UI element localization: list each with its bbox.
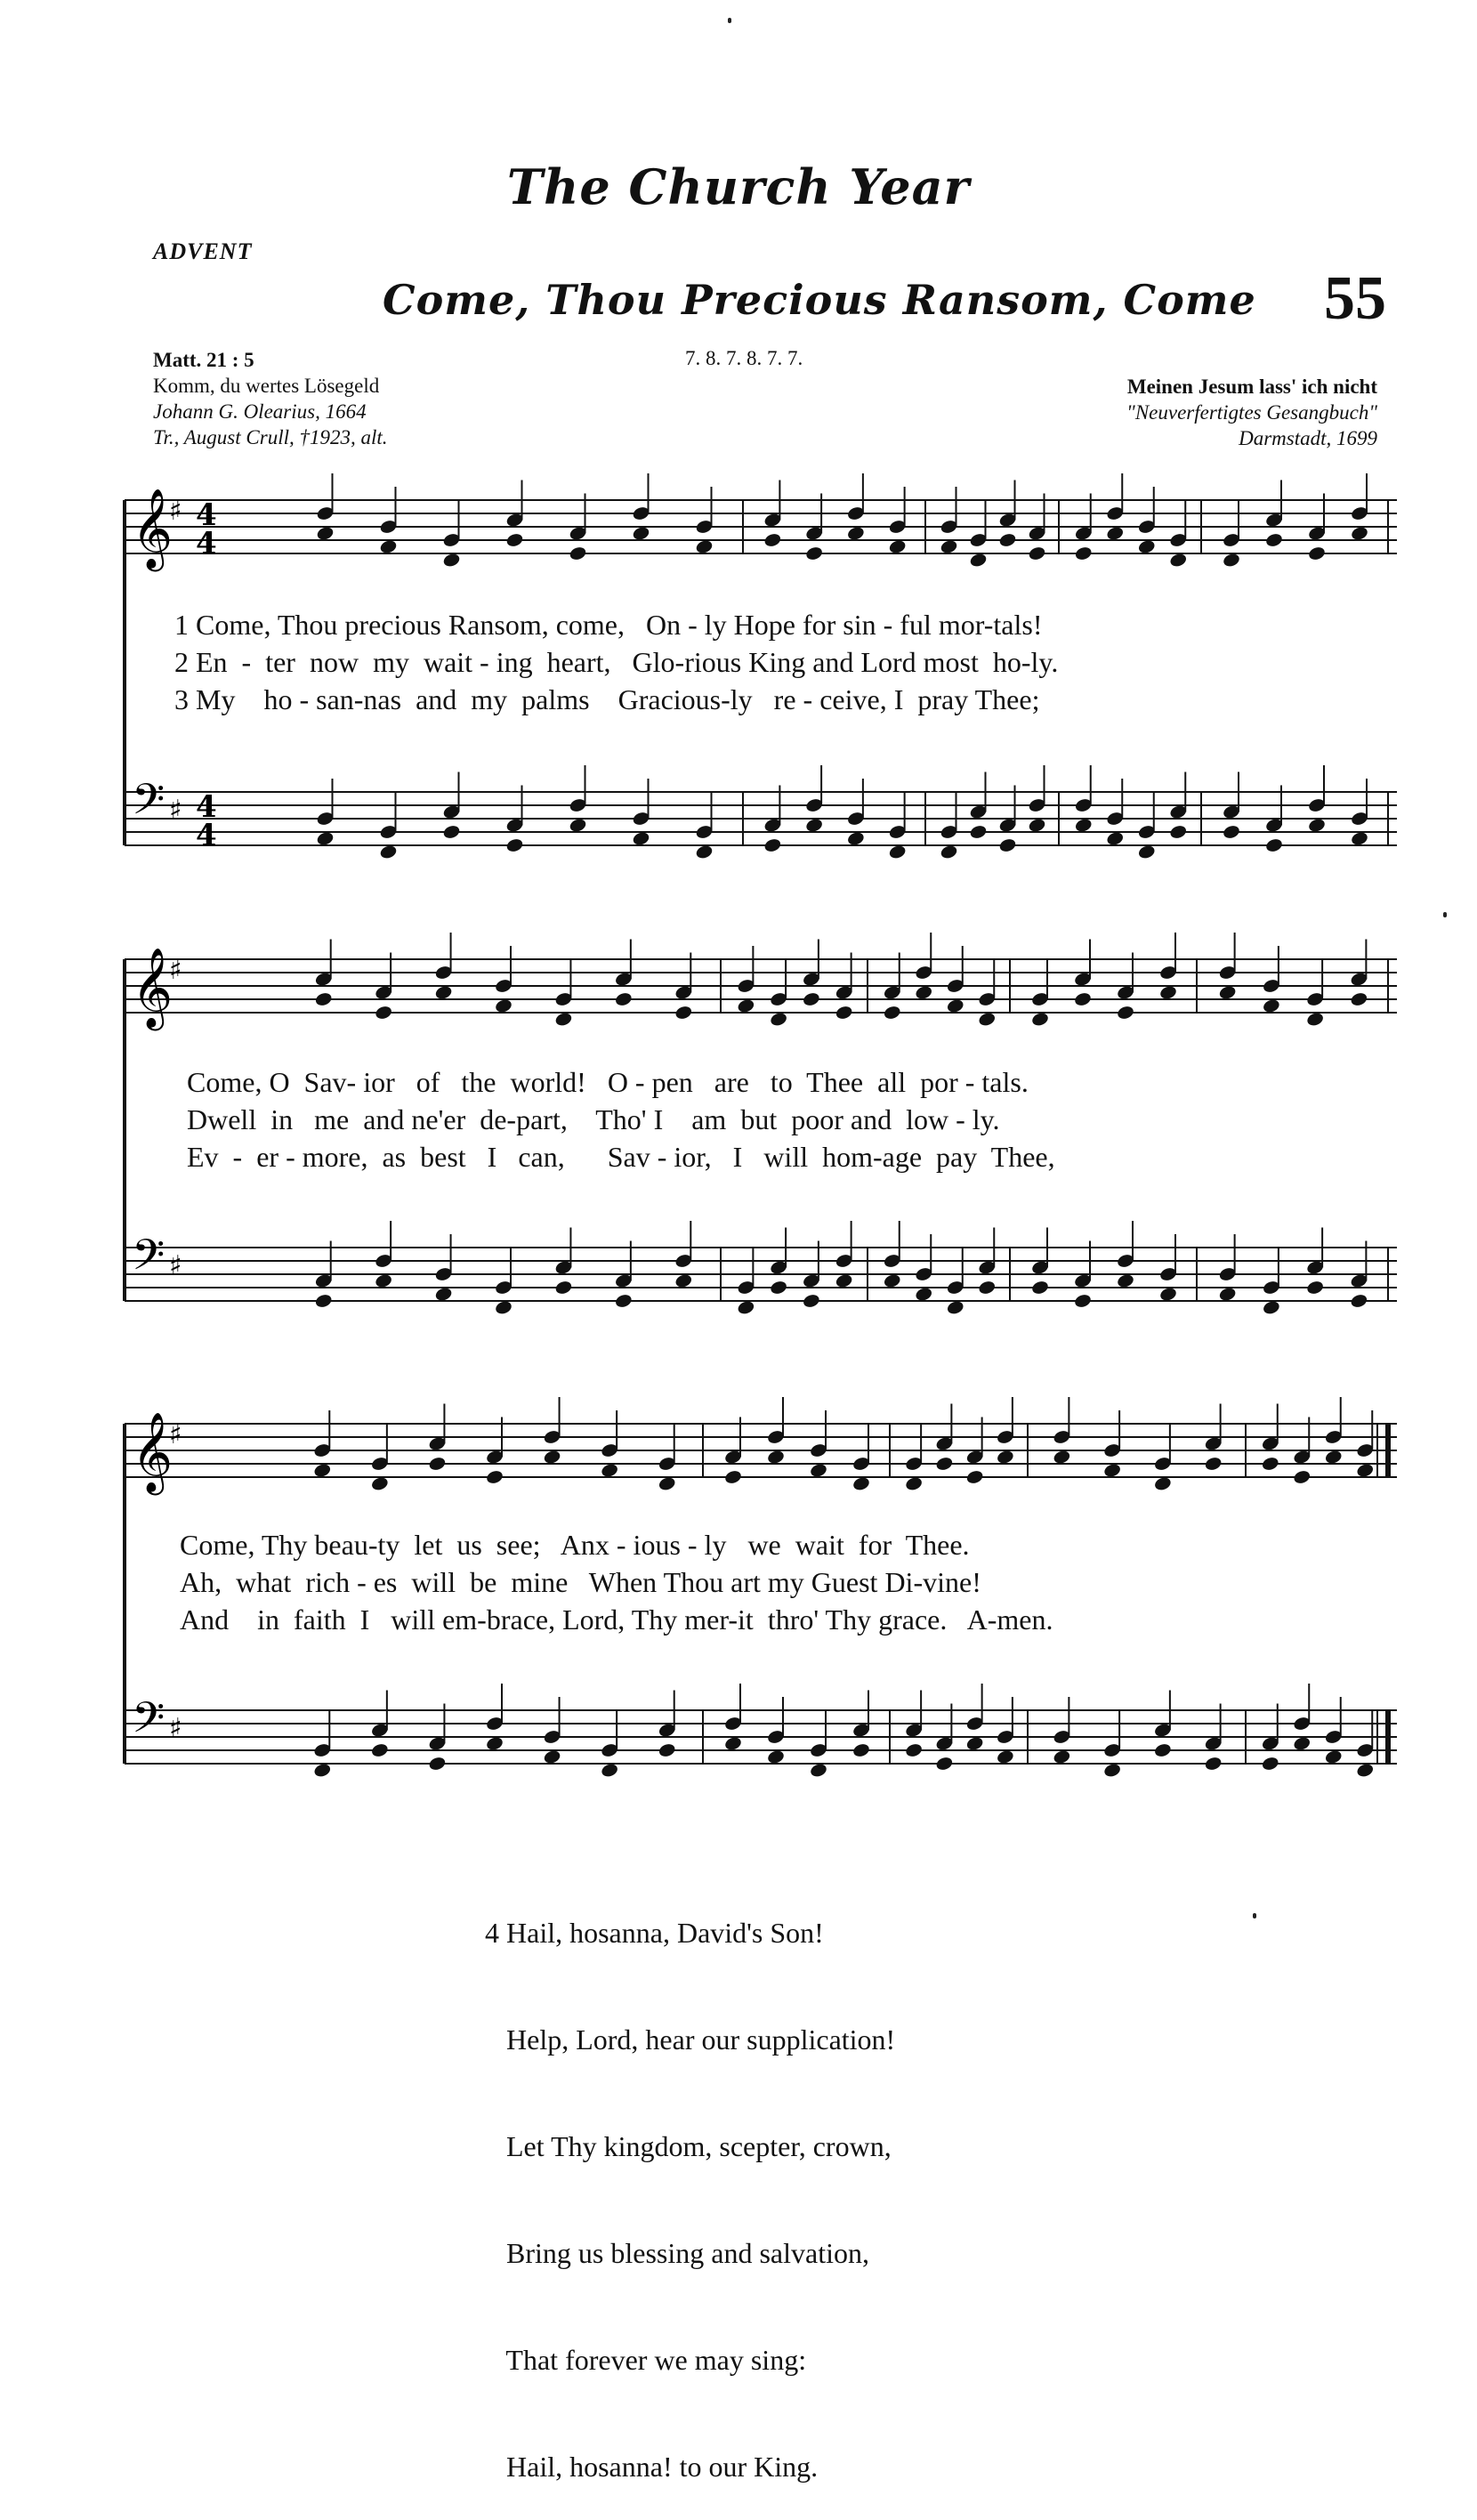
note-head bbox=[494, 1299, 513, 1315]
note-head bbox=[1053, 1449, 1071, 1465]
note-head bbox=[1324, 1449, 1343, 1465]
note-head bbox=[737, 998, 755, 1014]
note-head bbox=[314, 1293, 333, 1309]
note-head bbox=[569, 817, 587, 833]
note-head bbox=[1030, 1011, 1049, 1027]
note-head bbox=[485, 1735, 504, 1751]
note-head bbox=[1106, 830, 1125, 846]
note-head bbox=[1169, 552, 1188, 568]
key-sharp: ♯ bbox=[169, 1250, 182, 1281]
lyric-line-s2-v3: Ev - er - more, as best I can, Sav - ior, I will hom-age pay Thee, bbox=[187, 1141, 1055, 1173]
time-signature-top: 4 bbox=[196, 497, 217, 533]
note-head bbox=[1350, 1293, 1368, 1309]
treble-clef: 𝄞 bbox=[132, 948, 174, 1028]
note-head bbox=[1116, 1272, 1134, 1288]
note-head bbox=[1169, 824, 1188, 840]
note-head bbox=[1204, 1456, 1223, 1472]
note-head bbox=[658, 1475, 676, 1491]
note-head bbox=[946, 998, 964, 1014]
note-head bbox=[1030, 1280, 1049, 1296]
note-head bbox=[940, 538, 958, 554]
note-head bbox=[888, 844, 907, 860]
note-head bbox=[1074, 817, 1093, 833]
note-head bbox=[998, 837, 1017, 853]
note-head bbox=[1261, 1456, 1279, 1472]
note-head bbox=[1106, 525, 1125, 541]
tune-name: Meinen Jesum lass' ich nicht bbox=[1126, 376, 1377, 398]
note-head bbox=[763, 837, 782, 853]
note-head bbox=[915, 1286, 933, 1302]
note-head bbox=[614, 1293, 633, 1309]
note-head bbox=[1350, 525, 1368, 541]
note-head bbox=[935, 1756, 954, 1772]
note-head bbox=[614, 991, 633, 1007]
note-head bbox=[804, 545, 823, 561]
note-head bbox=[1293, 1469, 1312, 1485]
note-head bbox=[543, 1749, 561, 1765]
note-head bbox=[379, 538, 398, 554]
lyric-line-s2-v2: Dwell in me and ne'er de-part, Tho' I am but poor and low - ly. bbox=[187, 1103, 1000, 1135]
stanza-4-line: 4 Hail, hosanna, David's Son! bbox=[485, 1917, 824, 1949]
note-head bbox=[316, 830, 335, 846]
author: Johann G. Olearius, 1664 bbox=[153, 400, 367, 423]
print-speck bbox=[1253, 1913, 1256, 1918]
lyric-line-s3-v1: Come, Thy beau-ty let us see; Anx - ious - ly we wait for Thee. bbox=[180, 1529, 970, 1561]
note-head bbox=[374, 1272, 392, 1288]
stanza-4-line: Hail, hosanna! to our King. bbox=[485, 2451, 819, 2483]
note-head bbox=[554, 1011, 573, 1027]
note-head bbox=[370, 1475, 389, 1491]
translator: Tr., August Crull, †1923, alt. bbox=[153, 426, 388, 448]
note-head bbox=[835, 1272, 853, 1288]
lyric-line-s1-v2: 2 En - ter now my wait - ing heart, Glo-rious King and Lord most ho-ly. bbox=[174, 646, 1059, 678]
note-head bbox=[1073, 991, 1092, 1007]
hymn-title: Come, Thou Precious Ransom, Come bbox=[383, 276, 1256, 324]
bass-clef: 𝄢 bbox=[132, 774, 165, 835]
lyric-line-s3-v2: Ah, what rich - es will be mine When Thou art my Guest Di-vine! bbox=[180, 1566, 981, 1598]
stanza-4-line: Help, Lord, hear our supplication! bbox=[485, 2023, 896, 2056]
note-head bbox=[851, 1475, 870, 1491]
note-head bbox=[316, 525, 335, 541]
meter: 7. 8. 7. 8. 7. 7. bbox=[685, 347, 803, 369]
note-head bbox=[1307, 817, 1326, 833]
note-head bbox=[802, 991, 820, 1007]
note-head bbox=[379, 844, 398, 860]
note-head bbox=[996, 1749, 1014, 1765]
note-head bbox=[1102, 1762, 1121, 1778]
note-head bbox=[600, 1462, 618, 1478]
note-head bbox=[737, 1299, 755, 1315]
note-head bbox=[978, 1011, 997, 1027]
note-head bbox=[996, 1449, 1014, 1465]
note-head bbox=[442, 824, 461, 840]
stanza-4-line: That forever we may sing: bbox=[485, 2344, 807, 2376]
note-head bbox=[969, 824, 988, 840]
note-head bbox=[600, 1762, 618, 1778]
scripture-reference: Matt. 21 : 5 bbox=[153, 349, 254, 371]
note-head bbox=[978, 1280, 997, 1296]
note-head bbox=[1264, 532, 1283, 548]
note-head bbox=[1305, 1011, 1324, 1027]
note-head bbox=[904, 1475, 923, 1491]
note-head bbox=[442, 552, 461, 568]
note-head bbox=[1204, 1756, 1223, 1772]
note-head bbox=[1053, 1749, 1071, 1765]
note-head bbox=[1116, 1005, 1134, 1021]
note-head bbox=[314, 991, 333, 1007]
note-head bbox=[763, 532, 782, 548]
note-head bbox=[1222, 552, 1240, 568]
key-sharp: ♯ bbox=[169, 1713, 182, 1744]
stanza-4-line: Bring us blessing and salvation, bbox=[485, 2237, 869, 2269]
note-head bbox=[888, 538, 907, 554]
note-head bbox=[313, 1462, 332, 1478]
note-head bbox=[434, 1286, 453, 1302]
key-sharp: ♯ bbox=[169, 496, 182, 527]
note-head bbox=[1158, 984, 1177, 1000]
note-head bbox=[632, 525, 650, 541]
season-category: ADVENT bbox=[153, 238, 253, 264]
note-head bbox=[804, 817, 823, 833]
lyric-line-s3-v3: And in faith I will em-brace, Lord, Thy mer-it thro' Thy grace. A-men. bbox=[180, 1603, 1053, 1636]
tune-source: "Neuverfertigtes Gesangbuch" bbox=[1126, 401, 1377, 424]
note-head bbox=[1153, 1475, 1172, 1491]
print-speck bbox=[1443, 912, 1447, 917]
lyric-line-s1-v3: 3 My ho - san-nas and my palms Gracious-ly re - ceive, I pray Thee; bbox=[174, 683, 1040, 715]
note-head bbox=[1350, 830, 1368, 846]
note-head bbox=[723, 1735, 742, 1751]
stanza-4 bbox=[485, 1844, 895, 2520]
note-head bbox=[658, 1742, 676, 1758]
note-head bbox=[998, 532, 1017, 548]
key-sharp: ♯ bbox=[169, 795, 182, 826]
key-sharp: ♯ bbox=[169, 1419, 182, 1450]
note-head bbox=[1137, 844, 1156, 860]
note-head bbox=[1102, 1462, 1121, 1478]
note-head bbox=[569, 545, 587, 561]
note-head bbox=[505, 837, 524, 853]
note-head bbox=[965, 1735, 984, 1751]
print-speck bbox=[728, 18, 731, 23]
note-head bbox=[883, 1005, 901, 1021]
note-head bbox=[915, 984, 933, 1000]
key-sharp: ♯ bbox=[169, 955, 182, 986]
note-head bbox=[1028, 545, 1046, 561]
note-head bbox=[723, 1469, 742, 1485]
note-head bbox=[485, 1469, 504, 1485]
note-head bbox=[1158, 1286, 1177, 1302]
note-head bbox=[969, 552, 988, 568]
note-head bbox=[935, 1456, 954, 1472]
note-head bbox=[835, 1005, 853, 1021]
note-head bbox=[1350, 991, 1368, 1007]
note-head bbox=[904, 1742, 923, 1758]
treble-clef: 𝄞 bbox=[132, 1412, 174, 1492]
note-head bbox=[1074, 545, 1093, 561]
note-head bbox=[1218, 984, 1237, 1000]
note-head bbox=[809, 1462, 827, 1478]
note-head bbox=[846, 830, 865, 846]
original-title: Komm, du wertes Lösegeld bbox=[153, 375, 380, 397]
note-head bbox=[809, 1762, 827, 1778]
note-head bbox=[632, 830, 650, 846]
note-head bbox=[1293, 1735, 1312, 1751]
hymn-number: 55 bbox=[1324, 264, 1386, 333]
note-head bbox=[428, 1456, 447, 1472]
note-head bbox=[802, 1293, 820, 1309]
note-head bbox=[766, 1449, 785, 1465]
note-head bbox=[1137, 538, 1156, 554]
note-head bbox=[428, 1756, 447, 1772]
note-head bbox=[851, 1742, 870, 1758]
note-head bbox=[769, 1280, 787, 1296]
note-head bbox=[494, 998, 513, 1014]
note-head bbox=[1324, 1749, 1343, 1765]
note-head bbox=[1264, 837, 1283, 853]
note-head bbox=[1222, 824, 1240, 840]
note-head bbox=[674, 1005, 693, 1021]
note-head bbox=[674, 1272, 693, 1288]
tune-place: Darmstadt, 1699 bbox=[1239, 427, 1377, 449]
note-head bbox=[940, 844, 958, 860]
note-head bbox=[1028, 817, 1046, 833]
note-head bbox=[1153, 1742, 1172, 1758]
note-head bbox=[1305, 1280, 1324, 1296]
note-head bbox=[965, 1469, 984, 1485]
note-head bbox=[1262, 998, 1280, 1014]
stanza-4-line: Let Thy kingdom, scepter, crown, bbox=[485, 2130, 892, 2162]
note-head bbox=[946, 1299, 964, 1315]
note-head bbox=[313, 1762, 332, 1778]
note-head bbox=[374, 1005, 392, 1021]
time-signature-top: 4 bbox=[196, 789, 217, 825]
note-head bbox=[1307, 545, 1326, 561]
lyric-line-s1-v1: 1 Come, Thou precious Ransom, come, On - ly Hope for sin - ful mor-tals! bbox=[174, 609, 1043, 641]
bass-clef: 𝄢 bbox=[132, 1692, 165, 1753]
note-head bbox=[554, 1280, 573, 1296]
treble-clef: 𝄞 bbox=[132, 489, 174, 569]
note-head bbox=[846, 525, 865, 541]
note-head bbox=[1262, 1299, 1280, 1315]
note-head bbox=[1218, 1286, 1237, 1302]
note-head bbox=[505, 532, 524, 548]
note-head bbox=[543, 1449, 561, 1465]
note-head bbox=[883, 1272, 901, 1288]
note-head bbox=[1356, 1762, 1375, 1778]
section-title: The Church Year bbox=[506, 158, 971, 215]
time-signature-bottom: 4 bbox=[196, 526, 217, 561]
time-signature-bottom: 4 bbox=[196, 818, 217, 853]
note-head bbox=[370, 1742, 389, 1758]
note-head bbox=[695, 844, 714, 860]
note-head bbox=[1261, 1756, 1279, 1772]
lyric-line-s2-v1: Come, O Sav- ior of the world! O - pen are to Thee all por - tals. bbox=[187, 1066, 1029, 1098]
note-head bbox=[434, 984, 453, 1000]
bass-clef: 𝄢 bbox=[132, 1230, 165, 1290]
note-head bbox=[769, 1011, 787, 1027]
note-head bbox=[1073, 1293, 1092, 1309]
note-head bbox=[1356, 1462, 1375, 1478]
note-head bbox=[766, 1749, 785, 1765]
note-head bbox=[695, 538, 714, 554]
